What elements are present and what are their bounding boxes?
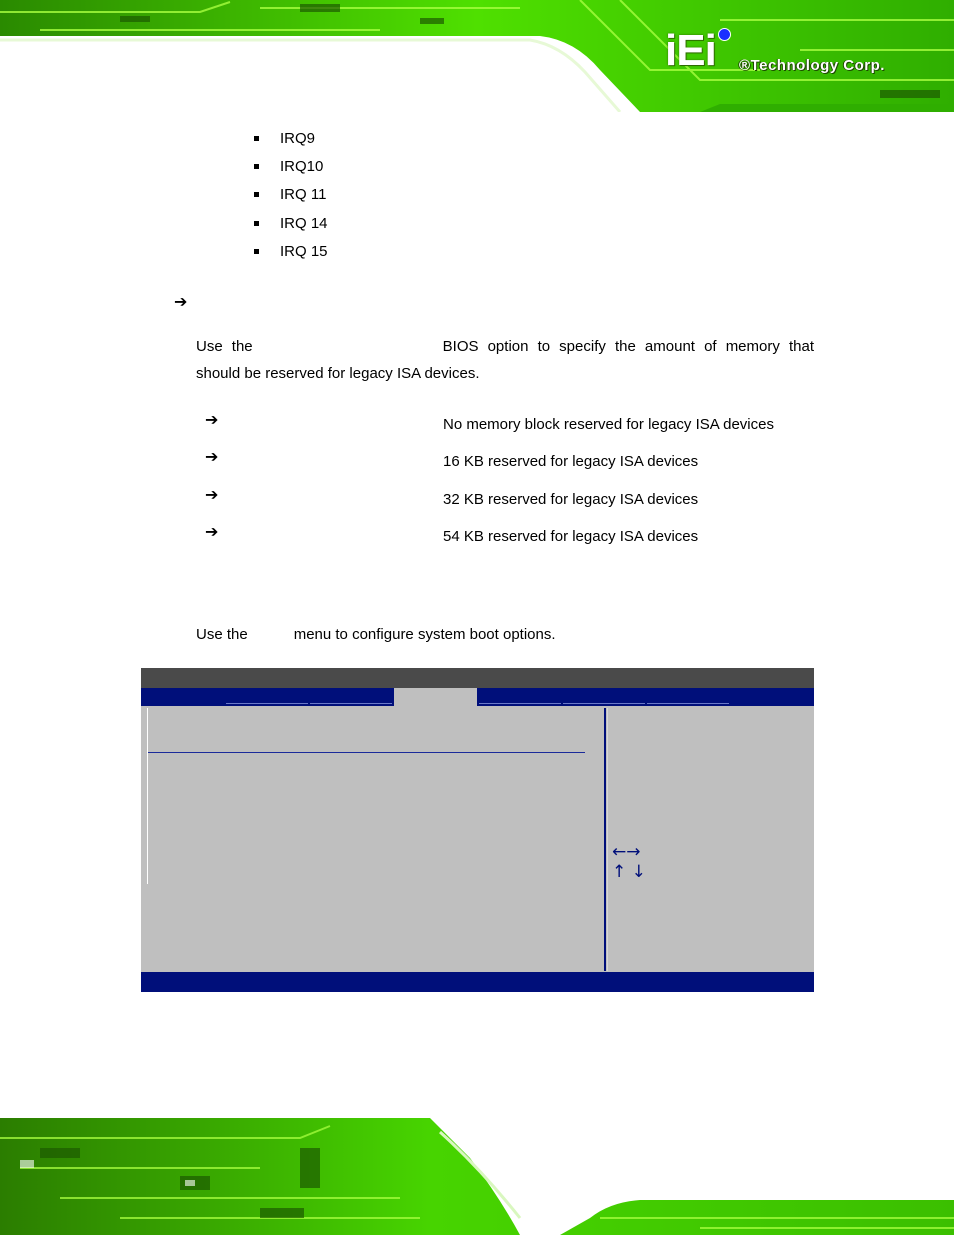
option-description: No memory block reserved for legacy ISA devices [443, 416, 774, 433]
option-arrow-icon: ➔ [205, 485, 219, 504]
list-item: IRQ10 [250, 156, 328, 184]
bios-tab-underline [479, 703, 561, 704]
option-arrow-icon: ➔ [205, 522, 219, 541]
iei-logo [665, 26, 945, 82]
list-item: IRQ 15 [250, 241, 328, 269]
option-arrow-icon: ➔ [205, 447, 219, 466]
list-item: IRQ 14 [250, 213, 328, 241]
bios-title-bar [141, 668, 814, 688]
bios-footer-bar [141, 972, 814, 992]
option-arrow-icon: ➔ [205, 410, 219, 429]
header-banner [0, 0, 954, 112]
list-item: IRQ9 [250, 128, 328, 156]
bullet-square-icon [254, 192, 259, 197]
bios-separator [148, 752, 585, 753]
company-name: ®Technology Corp. [739, 57, 885, 74]
bios-panel-edge [147, 708, 148, 884]
list-item: IRQ 11 [250, 184, 328, 212]
reserved-memory-intro: Use the BIOS option to specify the amount of memory that should be reserved for legacy ISA devices. [196, 338, 814, 382]
bios-tab-underline [310, 703, 392, 704]
bullet-square-icon [254, 164, 259, 169]
section-arrow-icon: ➔ [174, 292, 188, 311]
bios-divider [604, 708, 606, 971]
logo-dot-icon [718, 28, 731, 41]
bios-tab-underline [647, 703, 729, 704]
boot-menu-intro: Use the menu to configure system boot options. [196, 626, 556, 643]
circuit-board-footer-graphic [0, 1118, 954, 1235]
option-description: 32 KB reserved for legacy ISA devices [443, 491, 699, 508]
bios-tab-boot[interactable] [394, 688, 477, 706]
logo-brand-text: iEi [665, 26, 716, 75]
option-description: 54 KB reserved for legacy ISA devices [443, 528, 699, 545]
bios-menu-bar [141, 688, 814, 706]
bios-tab-underline [226, 703, 308, 704]
option-description: 16 KB reserved for legacy ISA devices [443, 453, 699, 470]
left-right-arrow-keys: ←→ [612, 842, 641, 862]
bios-help-panel-edge [607, 708, 608, 971]
up-down-arrow-keys: ↑ ↓ [612, 862, 646, 882]
bios-tab-underline [563, 703, 645, 704]
bullet-square-icon [254, 249, 259, 254]
bullet-square-icon [254, 221, 259, 226]
footer-banner [0, 1118, 954, 1235]
bios-boot-screen [141, 668, 814, 992]
irq-list [250, 128, 328, 269]
bullet-square-icon [254, 136, 259, 141]
